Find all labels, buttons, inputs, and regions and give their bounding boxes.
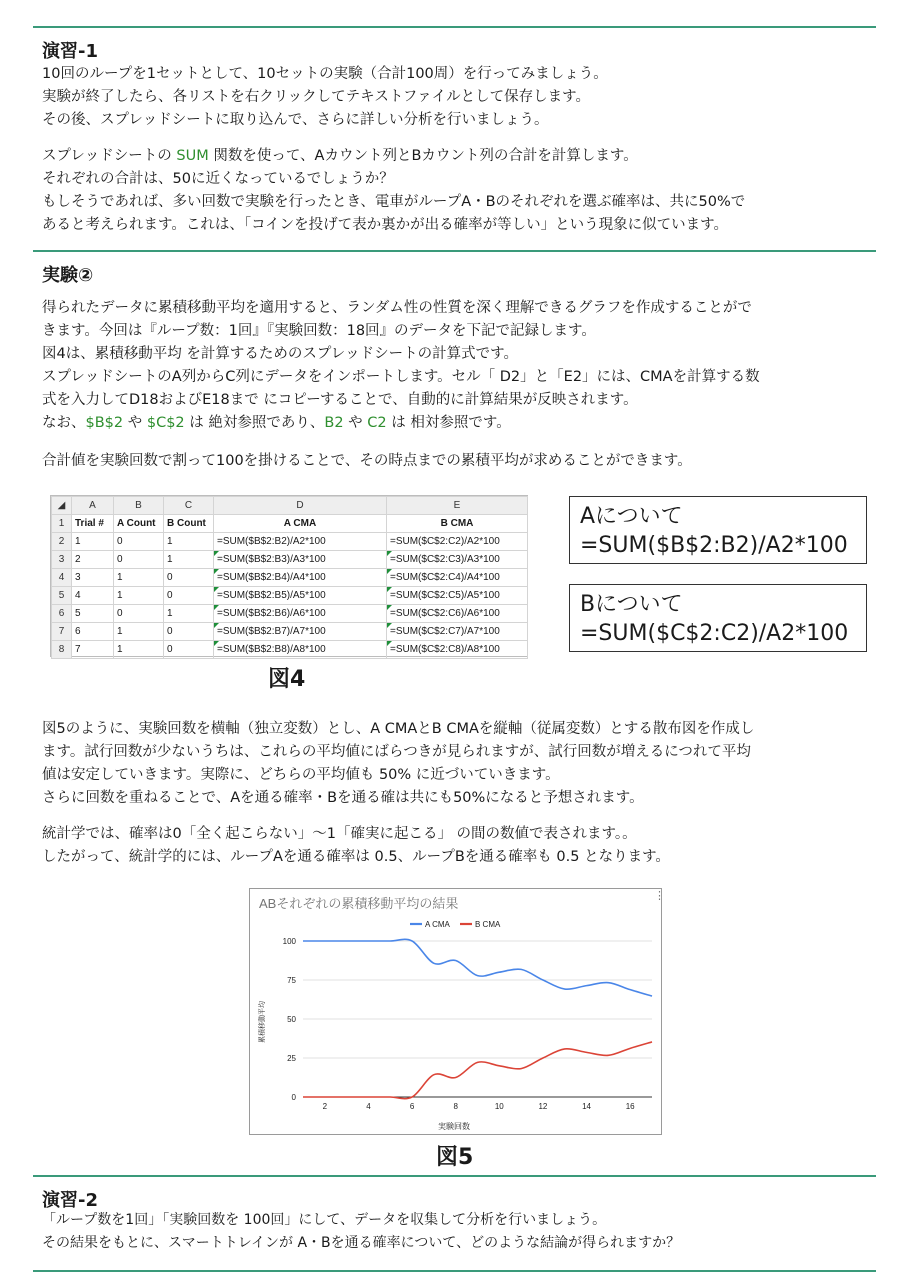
- table-cell: 1: [164, 605, 214, 623]
- formula-b-box: [569, 584, 867, 652]
- row-number: 3: [52, 551, 72, 569]
- text-line: その結果をもとに、スマートトレインが A・Bを通る確率について、どのような結論が得られますか？: [42, 1235, 681, 1251]
- table-cell: 1: [114, 569, 164, 587]
- table-cell: 4: [72, 587, 114, 605]
- text-line: さらに回数を重ねることで、Aを通る確率・Bを通る確は共にも50%になると予想されます。: [42, 790, 644, 806]
- section-divider: [33, 1175, 876, 1177]
- table-row: [52, 623, 528, 641]
- exercise-2-text: [42, 1209, 872, 1255]
- table-cell: 0: [164, 623, 214, 641]
- x-tick-label: 2: [322, 1102, 328, 1111]
- text-line: 図4は、累積移動平均 を計算するためのスプレッドシートの計算式です。: [42, 346, 518, 362]
- y-tick-label: 50: [287, 1015, 296, 1024]
- rel-ref: B2: [324, 415, 344, 431]
- y-axis-label: 累積移動平均: [258, 1001, 266, 1043]
- row-number: 6: [52, 605, 72, 623]
- text-line: 実験が終了したら、各リストを右クリックしてテキストファイルとして保存します。: [42, 89, 590, 105]
- table-cell: =SUM($C$2:C6)/A6*100: [387, 605, 528, 623]
- legend-label: A CMA: [425, 920, 450, 929]
- abs-ref: $B$2: [85, 415, 124, 431]
- table-cell: =SUM($B$2:B5)/A5*100: [214, 587, 387, 605]
- row-number: 8: [52, 641, 72, 659]
- column-header: A: [72, 497, 114, 515]
- series-line-a-cma: [303, 939, 652, 996]
- text-line: 式を入力してD18およびE18まで にコピーすることで、自動的に計算結果が反映されます。: [42, 392, 638, 408]
- section-divider: [33, 1270, 876, 1272]
- text-line: スプレッドシートのA列からC列にデータをインポートします。セル「 D2」と「E2」には、CMAを計算する数: [42, 369, 760, 385]
- table-cell: 2: [72, 551, 114, 569]
- text-line: 得られたデータに累積移動平均を適用すると、ランダム性の性質を深く理解できるグラフを作成することがで: [42, 300, 752, 316]
- text-line: 図5のように、実験回数を横軸（独立変数）とし、A CMAとB CMAを縦軸（従属変数）とする散布図を作成し: [42, 721, 755, 737]
- figure-4-caption: 図4: [268, 667, 306, 692]
- x-tick-label: 16: [625, 1102, 635, 1111]
- x-tick-label: 6: [409, 1102, 415, 1111]
- column-header: C: [164, 497, 214, 515]
- experiment-2-heading: 実験②: [42, 265, 94, 286]
- text-line: 10回のループを1セットとして、10セットの実験（合計100周）を行ってみましょう。: [42, 66, 608, 82]
- table-cell: 3: [72, 569, 114, 587]
- x-tick-label: 8: [453, 1102, 458, 1111]
- table-cell: 1: [164, 533, 214, 551]
- table-row: [52, 551, 528, 569]
- sum-keyword: SUM: [176, 148, 209, 164]
- table-row: [52, 569, 528, 587]
- text-line: あると考えられます。これは、「コインを投げて表か裏かが出る確率が等しい」という現象に似ています。: [42, 217, 728, 233]
- table-cell: 0: [114, 605, 164, 623]
- sum-explanation: [42, 145, 872, 237]
- cma-line-chart: [249, 888, 665, 1135]
- row-number: 7: [52, 623, 72, 641]
- table-cell: =SUM($C$2:C7)/A7*100: [387, 623, 528, 641]
- row-number: 1: [52, 515, 72, 533]
- header-cell: Trial #: [72, 515, 114, 533]
- text-line: ます。試行回数が少ないうちは、これらの平均値にばらつきが見られますが、試行回数が増えるにつれて平均: [42, 744, 751, 760]
- x-tick-label: 10: [494, 1102, 504, 1111]
- exercise-1-heading: 演習-1: [42, 41, 98, 62]
- column-header: E: [387, 497, 528, 515]
- table-cell: 1: [114, 641, 164, 659]
- table-cell: =SUM($C$2:C3)/A3*100: [387, 551, 528, 569]
- table-cell: 7: [72, 641, 114, 659]
- section-divider: [33, 250, 876, 252]
- x-tick-label: 12: [538, 1102, 548, 1111]
- figure-5-caption: 図5: [436, 1145, 474, 1170]
- table-cell: =SUM($C$2:C4)/A4*100: [387, 569, 528, 587]
- table-cell: 5: [72, 605, 114, 623]
- table-cell: =SUM($B$2:B8)/A8*100: [214, 641, 387, 659]
- text-line: きます。今回は『ループ数：1回』『実験回数：18回』のデータを下記で記録します。: [42, 323, 596, 339]
- table-cell: 1: [114, 587, 164, 605]
- column-header: B: [114, 497, 164, 515]
- table-cell: =SUM($B$2:B7)/A7*100: [214, 623, 387, 641]
- series-line-b-cma: [303, 1042, 652, 1099]
- formula-a-box: [569, 496, 867, 564]
- formula-b-text: =SUM($C$2:C2)/A2*100: [580, 621, 849, 646]
- header-cell: B CMA: [387, 515, 528, 533]
- text-line: もしそうであれば、多い回数で実験を行ったとき、電車がループA・Bのそれぞれを選ぶ確率は、共に50%で: [42, 194, 746, 210]
- table-cell: =SUM($B$2:B2)/A2*100: [214, 533, 387, 551]
- exercise-1-text: [42, 63, 872, 132]
- row-number: 2: [52, 533, 72, 551]
- formula-a-text: =SUM($B$2:B2)/A2*100: [580, 533, 848, 558]
- section-divider: [33, 26, 876, 28]
- table-row: [52, 587, 528, 605]
- table-cell: 0: [164, 569, 214, 587]
- formula-b-title: Bについて: [580, 592, 683, 617]
- y-tick-label: 0: [291, 1093, 296, 1102]
- experiment-2-text: [42, 297, 872, 435]
- rel-ref: C2: [367, 415, 387, 431]
- scatter-explanation: [42, 718, 872, 810]
- table-cell: 1: [164, 551, 214, 569]
- text-line: それぞれの合計は、50に近くなっているでしょうか？: [42, 171, 394, 187]
- text-line: 「ループ数を1回」「実験回数を 100回」にして、データを収集して分析を行いましょう。: [42, 1212, 607, 1228]
- row-number: 5: [52, 587, 72, 605]
- text-line: したがって、統計学的には、ループAを通る確率は 0.5、ループBを通る確率も 0.5 となります。: [42, 849, 670, 865]
- table-cell: =SUM($C$2:C2)/A2*100: [387, 533, 528, 551]
- text-line: 値は安定していきます。実際に、どちらの平均値も 50% に近づいていきます。: [42, 767, 560, 783]
- formula-a-title: Aについて: [580, 504, 683, 529]
- text-line: 統計学では、確率は0「全く起こらない」〜1「確実に起こる」 の間の数値で表されます。。: [42, 826, 637, 842]
- header-cell: A Count: [114, 515, 164, 533]
- table-row: [52, 641, 528, 659]
- x-tick-label: 14: [582, 1102, 592, 1111]
- y-tick-label: 100: [282, 937, 296, 946]
- x-tick-label: 4: [366, 1102, 371, 1111]
- text-line: その後、スプレッドシートに取り込んで、さらに詳しい分析を行いましょう。: [42, 112, 549, 128]
- spreadsheet-figure: [50, 495, 528, 657]
- header-cell: A CMA: [214, 515, 387, 533]
- exercise-2-heading: 演習-2: [42, 1190, 98, 1211]
- corner-cell: ◢: [52, 497, 72, 515]
- y-tick-label: 25: [287, 1054, 296, 1063]
- text-line: なお、$B$2 や $C$2 は 絶対参照であり、B2 や C2 は 相対参照です。: [42, 415, 511, 431]
- table-row: [52, 533, 528, 551]
- table-cell: =SUM($C$2:C5)/A5*100: [387, 587, 528, 605]
- table-cell: 1: [72, 533, 114, 551]
- table-cell: =SUM($B$2:B6)/A6*100: [214, 605, 387, 623]
- legend-label: B CMA: [475, 920, 501, 929]
- table-cell: 0: [164, 641, 214, 659]
- text-line: スプレッドシートの SUM 関数を使って、Aカウント列とBカウント列の合計を計算します。: [42, 148, 638, 164]
- y-tick-label: 75: [287, 976, 296, 985]
- table-cell: 0: [114, 533, 164, 551]
- table-cell: =SUM($B$2:B4)/A4*100: [214, 569, 387, 587]
- table-cell: =SUM($C$2:C8)/A8*100: [387, 641, 528, 659]
- table-cell: 0: [114, 551, 164, 569]
- table-cell: 6: [72, 623, 114, 641]
- x-axis-label: 実験回数: [438, 1122, 470, 1131]
- table-cell: 0: [164, 587, 214, 605]
- table-cell: =SUM($B$2:B3)/A3*100: [214, 551, 387, 569]
- cma-explanation: 合計値を実験回数で割って100を掛けることで、その時点までの累積平均が求めることができます。: [42, 453, 692, 469]
- column-header: D: [214, 497, 387, 515]
- abs-ref: $C$2: [146, 415, 185, 431]
- header-cell: B Count: [164, 515, 214, 533]
- probability-explanation: [42, 823, 872, 869]
- table-cell: 1: [114, 623, 164, 641]
- table-row: [52, 605, 528, 623]
- chart-title: ABそれぞれの累積移動平均の結果: [259, 896, 459, 911]
- chart-menu-icon[interactable]: ⋮: [654, 890, 665, 902]
- row-number: 4: [52, 569, 72, 587]
